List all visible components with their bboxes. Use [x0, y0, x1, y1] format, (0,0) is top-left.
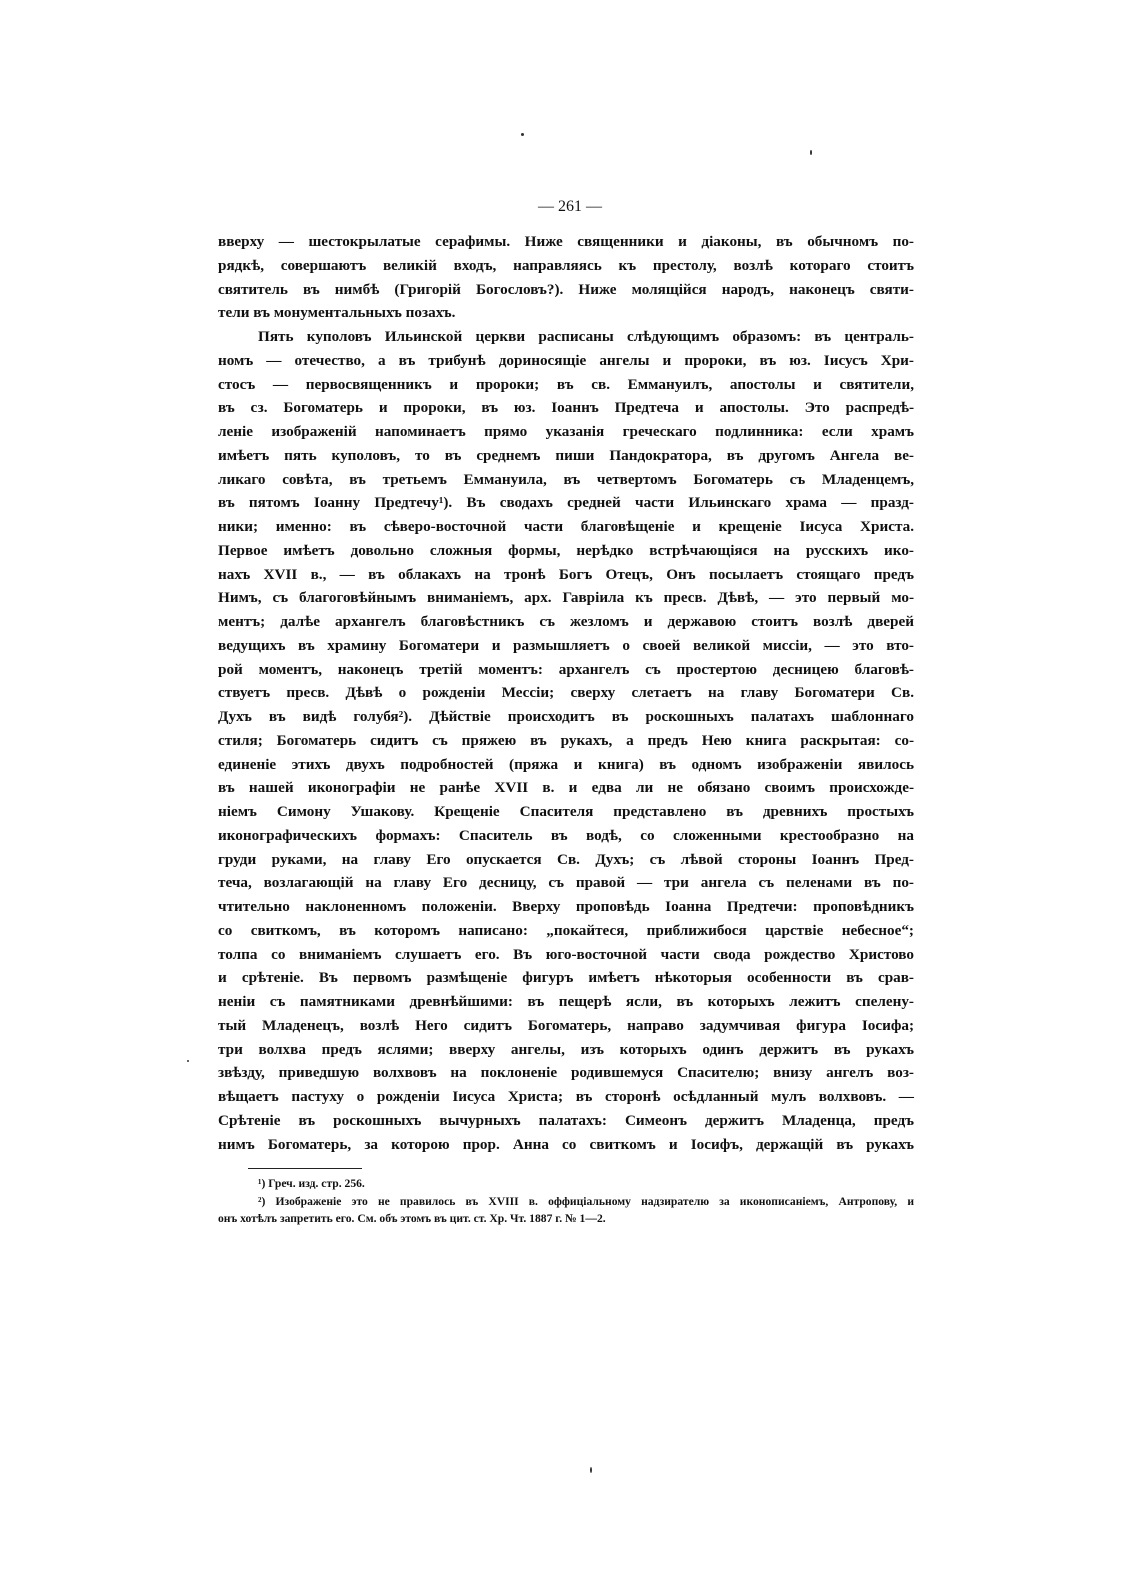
text-line: ники; именно: въ сѣверо-восточной части благовѣщеніе и крещеніе Іисуса Христа.	[218, 518, 914, 535]
text-line: Срѣтеніе въ роскошныхъ вычурныхъ палатахъ: Симеонъ держитъ Младенца, предъ	[218, 1111, 914, 1129]
scan-speck	[187, 1060, 189, 1062]
scan-speck	[590, 1467, 592, 1473]
text-line: иконографическихъ формахъ: Спаситель въ водѣ, со сложенными крестообразно на	[218, 826, 914, 844]
footnote-divider	[248, 1168, 362, 1169]
text-line: тели въ монументальныхъ позахъ.	[218, 304, 456, 322]
text-line: со свиткомъ, въ которомъ написано: „покайтеся, приближибося царствіе небесное“;	[218, 921, 914, 939]
text-line: Первое имѣетъ довольно сложныя формы, нерѣдко встрѣчающіяся на русскихъ ико-	[218, 541, 914, 559]
text-line: вверху — шестокрылатые серафимы. Ниже священники и діаконы, въ обычномъ по-	[218, 233, 914, 250]
text-line: номъ — отечество, а въ трибунѣ дориносящіе ангелы и пророки, въ юз. Іисусъ Хри-	[218, 351, 914, 369]
text-line: въ сз. Богоматерь и пророки, въ юз. Іоаннъ Предтеча и апостолы. Это распредѣ-	[218, 399, 914, 417]
footnote-1: ¹) Греч. изд. стр. 256.	[258, 1177, 365, 1190]
text-line: святитель въ нимбѣ (Григорій Богословъ?). Ниже молящійся народъ, наконецъ святи-	[218, 280, 914, 298]
text-line: леніе изображеній напоминаетъ прямо указанія греческаго подлинника: если храмъ	[218, 423, 914, 440]
scan-speck	[521, 133, 524, 136]
text-line: груди руками, на главу Его опускается Св. Духъ; съ лѣвой стороны Іоаннъ Пред-	[218, 850, 914, 868]
text-line: и срѣтеніе. Въ первомъ размѣщеніе фигуръ имѣетъ нѣкоторыя особенности въ срав-	[218, 969, 914, 987]
text-line: единеніе этихъ двухъ подробностей (пряжа и книга) въ одномъ изображеніи явилось	[218, 755, 914, 773]
page-number: — 261 —	[538, 198, 602, 215]
text-line: ніемъ Симону Ушакову. Крещеніе Спасителя представлено въ древнихъ простыхъ	[218, 803, 914, 820]
text-line: нахъ XVII в., — въ облакахъ на тронѣ Богъ Отецъ, Онъ посылаетъ стоящаго предъ	[218, 565, 914, 583]
text-line: нимъ Богоматерь, за которою прор. Анна со свиткомъ и Іосифъ, держащій въ рукахъ	[218, 1135, 914, 1153]
text-line: ликаго совѣта, въ третьемъ Еммануила, въ четвертомъ Богоматерь съ Младенцемъ,	[218, 470, 914, 488]
text-line: тый Младенецъ, возлѣ Него сидитъ Богоматерь, направо задумчивая фигура Іосифа;	[218, 1016, 914, 1034]
text-line: Духъ въ видѣ голубя²). Дѣйствіе происходитъ въ роскошныхъ палатахъ шаблоннаго	[218, 708, 914, 725]
text-line: въ нашей иконографіи не ранѣе XVII в. и едва ли не обязано своимъ происхожде-	[218, 779, 914, 797]
footnotes	[218, 1175, 914, 1228]
text-line: имѣетъ пять куполовъ, то въ среднемъ пиши Пандократора, въ другомъ Ангела ве-	[218, 446, 914, 464]
text-line: ствуетъ пресв. Дѣвѣ о рожденіи Мессіи; сверху слетаетъ на главу Богоматери Св.	[218, 684, 914, 702]
text-line: чтительно наклоненномъ положеніи. Вверху проповѣдь Іоанна Предтечи: проповѣдникъ	[218, 898, 914, 915]
text-line: ведущихъ въ храмину Богоматери и размышляетъ о своей великой миссіи, — это вто-	[218, 636, 914, 654]
text-line: звѣзду, приведшую волхвовъ на поклоненіе родившемуся Спасителю; внизу ангелъ воз-	[218, 1064, 914, 1082]
text-line: въ пятомъ Іоанну Предтечу¹). Въ сводахъ средней части Ильинскаго храма — празд-	[218, 494, 914, 512]
text-line: стиля; Богоматерь сидитъ съ пряжею въ рукахъ, а предъ Нею книга раскрытая: со-	[218, 731, 914, 749]
text-line: рой моментъ, наконецъ третій моментъ: архангелъ съ простертою десницею благовѣ-	[218, 660, 914, 678]
text-line: три волхва предъ яслями; вверху ангелы, изъ которыхъ одинъ держитъ въ рукахъ	[218, 1040, 914, 1058]
text-line: толпа со вниманіемъ слушаетъ его. Въ юго-восточной части свода рождество Христово	[218, 945, 914, 963]
text-line: теча, возлагающій на главу Его десницу, съ правой — три ангела съ пеленами въ по-	[218, 874, 914, 892]
text-line: ментъ; далѣе архангелъ благовѣстникъ съ жезломъ и державою стоитъ возлѣ дверей	[218, 613, 914, 630]
text-line: Пять куполовъ Ильинской церкви расписаны слѣдующимъ образомъ: въ централь-	[258, 328, 914, 345]
text-line: Нимъ, съ благоговѣйнымъ вниманіемъ, арх. Гавріила къ пресв. Дѣвѣ, — это первый мо-	[218, 589, 914, 607]
text-line: вѣщаетъ пастуху о рожденіи Іисуса Христа; въ сторонѣ осѣдланный мулъ волхвовъ. —	[218, 1088, 914, 1105]
text-line: рядкѣ, совершаютъ великій входъ, направляясь къ престолу, возлѣ котораго стоитъ	[218, 256, 914, 274]
footnote-2-cont: онъ хотѣлъ запретить его. См. объ этомъ въ цит. ст. Хр. Чт. 1887 г. № 1—2.	[218, 1212, 606, 1225]
footnote-2: ²) Изображеніе это не правилось въ XVIII в. оффиціальному надзирателю за иконописаніемъ, Антропову, и	[258, 1194, 914, 1208]
scan-speck	[810, 150, 812, 155]
text-line: стосъ — первосвященникъ и пророки; въ св. Еммануилъ, апостолы и святители,	[218, 375, 914, 393]
text-line: неніи съ памятниками древнѣйшими: въ пещерѣ ясли, въ которыхъ лежитъ спелену-	[218, 993, 914, 1010]
body-text	[218, 230, 914, 1156]
